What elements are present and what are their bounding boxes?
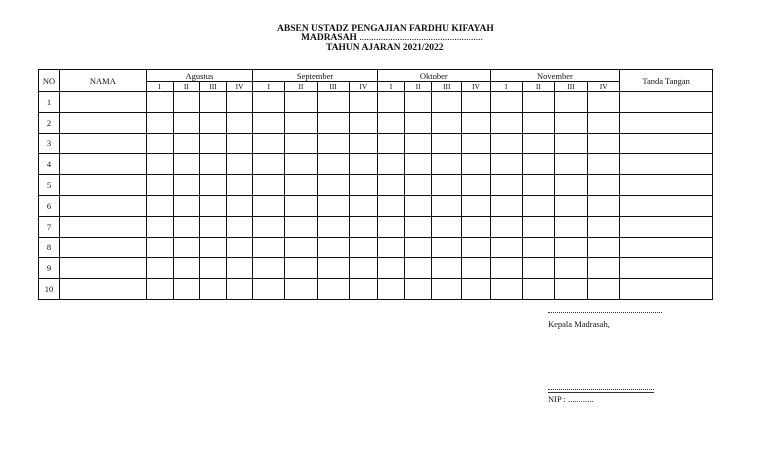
week-header: I bbox=[253, 82, 285, 92]
table-row bbox=[39, 279, 713, 300]
month-header: Oktober bbox=[377, 70, 490, 82]
attendance-cell[interactable] bbox=[462, 92, 490, 113]
attendance-cell[interactable] bbox=[146, 195, 173, 216]
attendance-cell[interactable] bbox=[405, 112, 432, 133]
attendance-cell[interactable] bbox=[522, 195, 554, 216]
attendance-cell[interactable] bbox=[199, 175, 226, 196]
signature-cell[interactable] bbox=[620, 175, 713, 196]
attendance-cell[interactable] bbox=[199, 237, 226, 258]
attendance-cell[interactable] bbox=[349, 112, 377, 133]
attendance-cell[interactable] bbox=[588, 154, 620, 175]
attendance-cell[interactable] bbox=[432, 216, 462, 237]
attendance-cell[interactable] bbox=[522, 133, 554, 154]
madrasah-label: MADRASAH bbox=[301, 33, 357, 43]
attendance-cell[interactable] bbox=[377, 216, 404, 237]
attendance-cell[interactable] bbox=[253, 154, 285, 175]
attendance-cell[interactable] bbox=[317, 237, 349, 258]
attendance-cell[interactable] bbox=[462, 175, 490, 196]
attendance-cell[interactable] bbox=[285, 237, 317, 258]
week-header: I bbox=[377, 82, 404, 92]
attendance-cell[interactable] bbox=[285, 258, 317, 279]
attendance-cell[interactable] bbox=[405, 154, 432, 175]
attendance-cell[interactable] bbox=[227, 258, 253, 279]
attendance-cell[interactable] bbox=[432, 112, 462, 133]
attendance-cell[interactable] bbox=[146, 237, 173, 258]
attendance-cell[interactable] bbox=[253, 216, 285, 237]
attendance-cell[interactable] bbox=[227, 112, 253, 133]
attendance-cell[interactable] bbox=[146, 92, 173, 113]
attendance-cell[interactable] bbox=[377, 258, 404, 279]
table-row bbox=[39, 237, 713, 258]
attendance-cell[interactable] bbox=[199, 258, 226, 279]
row-number: 7 bbox=[39, 216, 60, 237]
attendance-cell[interactable] bbox=[173, 154, 199, 175]
attendance-cell[interactable] bbox=[405, 279, 432, 300]
attendance-cell[interactable] bbox=[522, 154, 554, 175]
signature-cell[interactable] bbox=[620, 216, 713, 237]
signature-name-underline bbox=[548, 392, 654, 393]
attendance-cell[interactable] bbox=[285, 133, 317, 154]
name-cell[interactable] bbox=[60, 258, 146, 279]
attendance-cell[interactable] bbox=[199, 154, 226, 175]
name-cell[interactable] bbox=[60, 237, 146, 258]
attendance-cell[interactable] bbox=[405, 92, 432, 113]
attendance-cell[interactable] bbox=[462, 154, 490, 175]
attendance-cell[interactable] bbox=[285, 195, 317, 216]
row-number: 9 bbox=[39, 258, 60, 279]
week-header: III bbox=[432, 82, 462, 92]
table-row bbox=[39, 258, 713, 279]
attendance-cell[interactable] bbox=[253, 237, 285, 258]
week-header: I bbox=[490, 82, 522, 92]
attendance-cell[interactable] bbox=[432, 258, 462, 279]
row-number: 4 bbox=[39, 154, 60, 175]
attendance-cell[interactable] bbox=[554, 195, 587, 216]
week-header: III bbox=[199, 82, 226, 92]
table-row bbox=[39, 195, 713, 216]
attendance-cell[interactable] bbox=[522, 216, 554, 237]
attendance-cell[interactable] bbox=[227, 154, 253, 175]
month-header: November bbox=[490, 70, 620, 82]
attendance-cell[interactable] bbox=[227, 279, 253, 300]
name-cell[interactable] bbox=[60, 92, 146, 113]
document-title: ABSEN USTADZ PENGAJIAN FARDHU KIFAYAH bbox=[277, 24, 494, 34]
table-row bbox=[39, 216, 713, 237]
attendance-cell[interactable] bbox=[554, 258, 587, 279]
attendance-cell[interactable] bbox=[377, 279, 404, 300]
attendance-cell[interactable] bbox=[173, 258, 199, 279]
table-row bbox=[39, 133, 713, 154]
signature-cell[interactable] bbox=[620, 279, 713, 300]
attendance-cell[interactable] bbox=[490, 258, 522, 279]
attendance-cell[interactable] bbox=[432, 195, 462, 216]
attendance-cell[interactable] bbox=[554, 92, 587, 113]
table-row bbox=[39, 112, 713, 133]
attendance-cell[interactable] bbox=[462, 133, 490, 154]
month-header: September bbox=[253, 70, 378, 82]
attendance-cell[interactable] bbox=[377, 112, 404, 133]
madrasah-dots: .................................................... bbox=[359, 33, 483, 43]
attendance-cell[interactable] bbox=[377, 175, 404, 196]
attendance-cell[interactable] bbox=[173, 133, 199, 154]
attendance-cell[interactable] bbox=[317, 92, 349, 113]
school-year: TAHUN AJARAN 2021/2022 bbox=[326, 43, 444, 53]
attendance-cell[interactable] bbox=[588, 279, 620, 300]
attendance-cell[interactable] bbox=[227, 175, 253, 196]
attendance-cell[interactable] bbox=[146, 133, 173, 154]
attendance-cell[interactable] bbox=[349, 216, 377, 237]
attendance-cell[interactable] bbox=[317, 279, 349, 300]
signature-cell[interactable] bbox=[620, 195, 713, 216]
header-row-months bbox=[39, 70, 713, 82]
name-cell[interactable] bbox=[60, 279, 146, 300]
attendance-cell[interactable] bbox=[432, 133, 462, 154]
attendance-cell[interactable] bbox=[349, 133, 377, 154]
row-number: 2 bbox=[39, 112, 60, 133]
attendance-cell[interactable] bbox=[199, 279, 226, 300]
row-number: 8 bbox=[39, 237, 60, 258]
attendance-cell[interactable] bbox=[199, 92, 226, 113]
attendance-cell[interactable] bbox=[349, 237, 377, 258]
name-cell[interactable] bbox=[60, 216, 146, 237]
attendance-cell[interactable] bbox=[285, 279, 317, 300]
attendance-cell[interactable] bbox=[349, 195, 377, 216]
attendance-cell[interactable] bbox=[554, 279, 587, 300]
attendance-cell[interactable] bbox=[432, 279, 462, 300]
row-number: 3 bbox=[39, 133, 60, 154]
week-header: IV bbox=[588, 82, 620, 92]
attendance-cell[interactable] bbox=[199, 216, 226, 237]
attendance-cell[interactable] bbox=[173, 175, 199, 196]
signature-name-dotted-line bbox=[548, 389, 654, 390]
month-header: Agustus bbox=[146, 70, 253, 82]
attendance-cell[interactable] bbox=[522, 279, 554, 300]
attendance-cell[interactable] bbox=[490, 154, 522, 175]
attendance-cell[interactable] bbox=[253, 195, 285, 216]
attendance-cell[interactable] bbox=[349, 154, 377, 175]
attendance-cell[interactable] bbox=[253, 112, 285, 133]
attendance-cell[interactable] bbox=[173, 279, 199, 300]
attendance-cell[interactable] bbox=[432, 154, 462, 175]
attendance-cell[interactable] bbox=[554, 237, 587, 258]
attendance-cell[interactable] bbox=[554, 112, 587, 133]
attendance-cell[interactable] bbox=[462, 258, 490, 279]
attendance-cell[interactable] bbox=[173, 92, 199, 113]
attendance-cell[interactable] bbox=[522, 175, 554, 196]
attendance-cell[interactable] bbox=[588, 195, 620, 216]
attendance-cell[interactable] bbox=[377, 133, 404, 154]
column-header-nama: NAMA bbox=[60, 70, 146, 92]
attendance-cell[interactable] bbox=[285, 154, 317, 175]
column-header-tanda-tangan: Tanda Tangan bbox=[620, 70, 713, 92]
signature-cell[interactable] bbox=[620, 237, 713, 258]
attendance-cell[interactable] bbox=[199, 195, 226, 216]
attendance-cell[interactable] bbox=[405, 237, 432, 258]
attendance-cell[interactable] bbox=[588, 216, 620, 237]
attendance-cell[interactable] bbox=[146, 112, 173, 133]
kepala-madrasah-label: Kepala Madrasah, bbox=[548, 319, 610, 329]
attendance-cell[interactable] bbox=[462, 112, 490, 133]
table-row bbox=[39, 92, 713, 113]
attendance-cell[interactable] bbox=[285, 216, 317, 237]
attendance-cell[interactable] bbox=[490, 92, 522, 113]
attendance-cell[interactable] bbox=[588, 112, 620, 133]
attendance-cell[interactable] bbox=[554, 175, 587, 196]
attendance-cell[interactable] bbox=[146, 154, 173, 175]
signature-cell[interactable] bbox=[620, 154, 713, 175]
attendance-cell[interactable] bbox=[490, 112, 522, 133]
attendance-cell[interactable] bbox=[146, 175, 173, 196]
attendance-cell[interactable] bbox=[227, 237, 253, 258]
attendance-cell[interactable] bbox=[462, 279, 490, 300]
attendance-cell[interactable] bbox=[405, 216, 432, 237]
attendance-cell[interactable] bbox=[432, 175, 462, 196]
name-cell[interactable] bbox=[60, 133, 146, 154]
attendance-cell[interactable] bbox=[588, 175, 620, 196]
attendance-cell[interactable] bbox=[173, 216, 199, 237]
name-cell[interactable] bbox=[60, 195, 146, 216]
attendance-cell[interactable] bbox=[146, 216, 173, 237]
attendance-cell[interactable] bbox=[405, 175, 432, 196]
attendance-cell[interactable] bbox=[227, 195, 253, 216]
attendance-cell[interactable] bbox=[588, 133, 620, 154]
attendance-cell[interactable] bbox=[227, 216, 253, 237]
week-header: III bbox=[317, 82, 349, 92]
attendance-cell[interactable] bbox=[377, 154, 404, 175]
row-number: 1 bbox=[39, 92, 60, 113]
attendance-cell[interactable] bbox=[317, 258, 349, 279]
table-row bbox=[39, 154, 713, 175]
attendance-cell[interactable] bbox=[522, 112, 554, 133]
attendance-cell[interactable] bbox=[227, 92, 253, 113]
attendance-cell[interactable] bbox=[462, 195, 490, 216]
week-header: II bbox=[285, 82, 317, 92]
nip-label: NIP : ............ bbox=[548, 394, 594, 404]
attendance-cell[interactable] bbox=[285, 92, 317, 113]
attendance-cell[interactable] bbox=[253, 133, 285, 154]
attendance-cell[interactable] bbox=[285, 112, 317, 133]
attendance-cell[interactable] bbox=[253, 175, 285, 196]
attendance-cell[interactable] bbox=[490, 175, 522, 196]
week-header: III bbox=[554, 82, 587, 92]
row-number: 10 bbox=[39, 279, 60, 300]
attendance-cell[interactable] bbox=[253, 258, 285, 279]
attendance-cell[interactable] bbox=[317, 175, 349, 196]
attendance-cell[interactable] bbox=[317, 195, 349, 216]
attendance-cell[interactable] bbox=[349, 279, 377, 300]
attendance-cell[interactable] bbox=[173, 195, 199, 216]
attendance-cell[interactable] bbox=[349, 258, 377, 279]
week-header: II bbox=[522, 82, 554, 92]
attendance-cell[interactable] bbox=[490, 279, 522, 300]
attendance-cell[interactable] bbox=[490, 195, 522, 216]
attendance-cell[interactable] bbox=[377, 195, 404, 216]
attendance-cell[interactable] bbox=[285, 175, 317, 196]
name-cell[interactable] bbox=[60, 154, 146, 175]
signature-top-dotted-line bbox=[548, 312, 662, 313]
attendance-cell[interactable] bbox=[432, 92, 462, 113]
attendance-table bbox=[38, 69, 713, 300]
attendance-cell[interactable] bbox=[317, 133, 349, 154]
attendance-cell[interactable] bbox=[462, 216, 490, 237]
attendance-cell[interactable] bbox=[317, 154, 349, 175]
attendance-cell[interactable] bbox=[432, 237, 462, 258]
attendance-cell[interactable] bbox=[490, 237, 522, 258]
week-header: II bbox=[173, 82, 199, 92]
name-cell[interactable] bbox=[60, 112, 146, 133]
attendance-cell[interactable] bbox=[462, 237, 490, 258]
attendance-cell[interactable] bbox=[588, 92, 620, 113]
week-header: IV bbox=[349, 82, 377, 92]
attendance-cell[interactable] bbox=[522, 92, 554, 113]
column-header-no: NO bbox=[39, 70, 60, 92]
attendance-cell[interactable] bbox=[146, 279, 173, 300]
attendance-cell[interactable] bbox=[588, 258, 620, 279]
row-number: 6 bbox=[39, 195, 60, 216]
attendance-cell[interactable] bbox=[173, 112, 199, 133]
signature-cell[interactable] bbox=[620, 112, 713, 133]
attendance-cell[interactable] bbox=[405, 258, 432, 279]
attendance-cell[interactable] bbox=[490, 216, 522, 237]
attendance-cell[interactable] bbox=[522, 258, 554, 279]
week-header: IV bbox=[462, 82, 490, 92]
attendance-cell[interactable] bbox=[588, 237, 620, 258]
attendance-cell[interactable] bbox=[522, 237, 554, 258]
attendance-cell[interactable] bbox=[554, 154, 587, 175]
attendance-cell[interactable] bbox=[253, 92, 285, 113]
attendance-cell[interactable] bbox=[317, 112, 349, 133]
row-number: 5 bbox=[39, 175, 60, 196]
attendance-cell[interactable] bbox=[199, 133, 226, 154]
table-row bbox=[39, 175, 713, 196]
attendance-cell[interactable] bbox=[349, 175, 377, 196]
attendance-cell[interactable] bbox=[317, 216, 349, 237]
attendance-cell[interactable] bbox=[253, 279, 285, 300]
signature-cell[interactable] bbox=[620, 92, 713, 113]
week-header: I bbox=[146, 82, 173, 92]
attendance-cell[interactable] bbox=[554, 216, 587, 237]
attendance-cell[interactable] bbox=[554, 133, 587, 154]
week-header: II bbox=[405, 82, 432, 92]
name-cell[interactable] bbox=[60, 175, 146, 196]
attendance-cell[interactable] bbox=[405, 133, 432, 154]
attendance-cell[interactable] bbox=[227, 133, 253, 154]
attendance-cell[interactable] bbox=[173, 237, 199, 258]
signature-cell[interactable] bbox=[620, 258, 713, 279]
attendance-cell[interactable] bbox=[146, 258, 173, 279]
attendance-cell[interactable] bbox=[405, 195, 432, 216]
attendance-cell[interactable] bbox=[199, 112, 226, 133]
table-body bbox=[39, 92, 713, 300]
attendance-cell[interactable] bbox=[349, 92, 377, 113]
attendance-cell[interactable] bbox=[377, 237, 404, 258]
attendance-cell[interactable] bbox=[490, 133, 522, 154]
signature-cell[interactable] bbox=[620, 133, 713, 154]
attendance-cell[interactable] bbox=[377, 92, 404, 113]
week-header: IV bbox=[227, 82, 253, 92]
